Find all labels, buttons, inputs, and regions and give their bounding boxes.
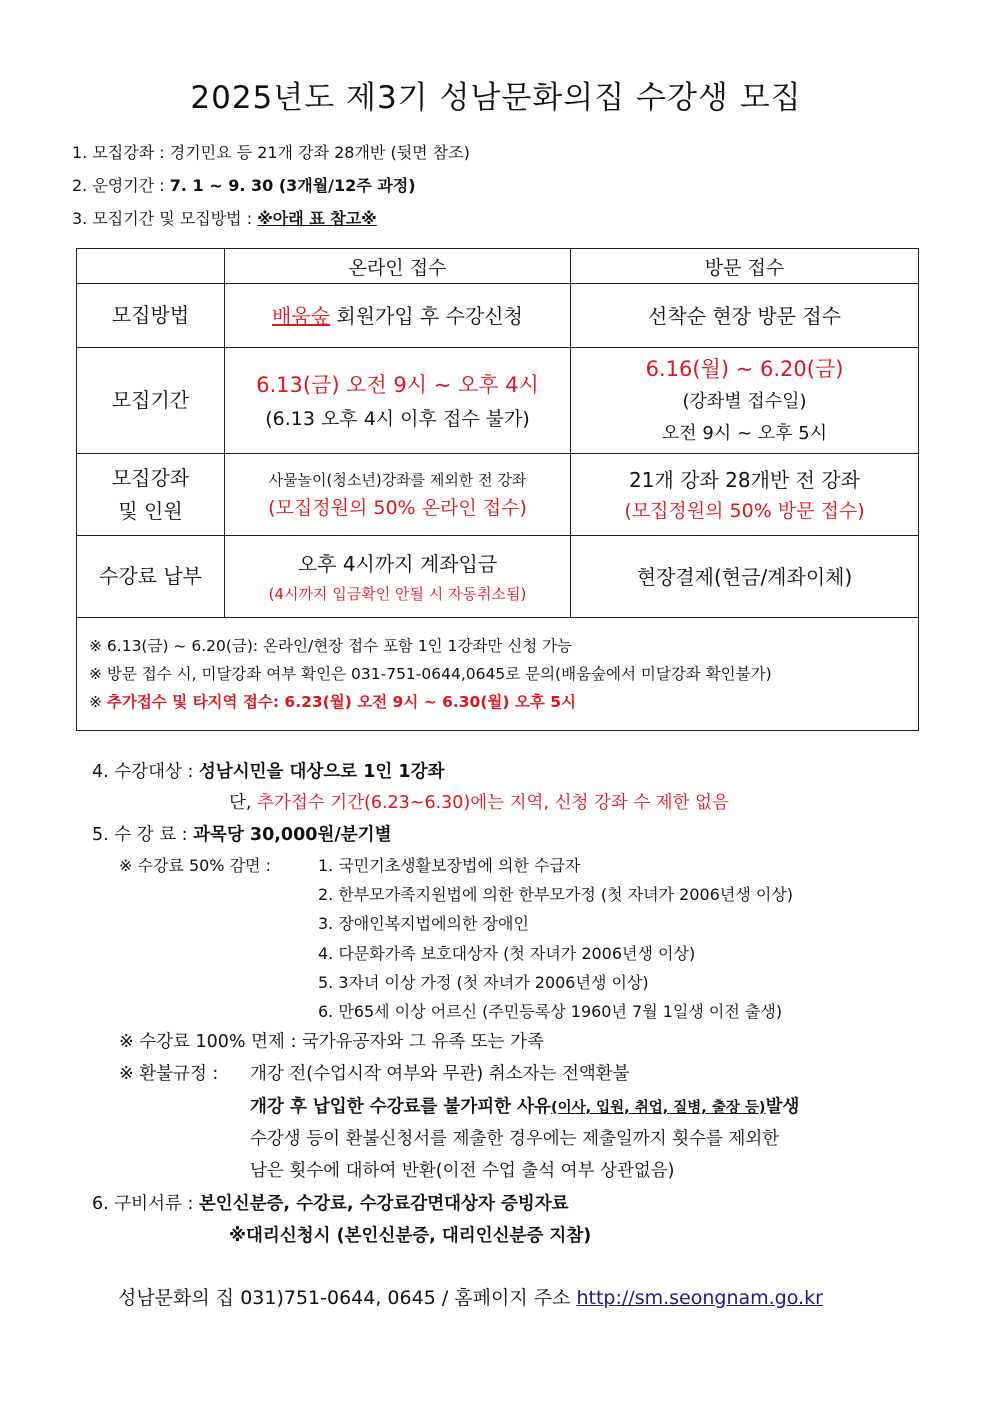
corner-cell — [77, 249, 225, 284]
refund-line-1: 개강 전(수업시작 여부와 무관) 취소자는 전액환불 — [250, 1064, 630, 1084]
refund-label: ※ 환불규정 : — [119, 1064, 219, 1084]
section4-note-text: 추가접수 기간(6.23~6.30)에는 지역, 신청 강좌 수 제한 없음 — [257, 793, 729, 813]
courses-online — [225, 454, 571, 536]
section5-line — [92, 821, 391, 846]
fee-online-deadline: 오후 4시까지 계좌입금 — [297, 551, 498, 576]
note-3-mark: ※ — [89, 693, 107, 711]
intro-item-2 — [72, 173, 416, 196]
section4-line — [92, 758, 444, 783]
period-online-note: (6.13 오후 4시 이후 접수 불가) — [265, 407, 530, 430]
section6-line — [92, 1190, 569, 1215]
refund-line-2a: 개강 후 납입한 수강료를 불가피한 사유 — [250, 1097, 551, 1117]
section4-label: 4. 수강대상 : — [92, 762, 199, 782]
courses-online-quota: (모집정원의 50% 온라인 접수) — [268, 496, 527, 519]
footer-contact: 성남문화의 집 031)751-0644, 0645 / 홈페이지 주소 — [118, 1287, 577, 1309]
header-online: 온라인 접수 — [225, 249, 571, 284]
note-3 — [89, 688, 918, 716]
row-label-fee: 수강료 납부 — [77, 536, 225, 618]
see-table-note: ※아래 표 참고※ — [257, 209, 377, 228]
header-visit: 방문 접수 — [571, 249, 919, 284]
intro-item-1: 1. 모집강좌 : 경기민요 등 21개 강좌 28개반 (뒷면 참조) — [72, 143, 470, 162]
section5-label: 5. 수 강 료 : — [92, 825, 194, 845]
recruitment-table — [76, 248, 919, 731]
footer — [118, 1283, 823, 1310]
table-notes-row — [77, 618, 919, 731]
intro-item-3-label: 3. 모집기간 및 모집방법 : — [72, 209, 258, 228]
intro-item-3 — [72, 206, 377, 229]
note-2: ※ 방문 접수 시, 미달강좌 여부 확인은 031-751-0644,0645로 문의(배움숲에서 미달강좌 확인불가) — [89, 665, 772, 683]
row-label-method: 모집방법 — [77, 284, 225, 348]
courses-visit — [571, 454, 919, 536]
row-label-courses-1: 모집강좌 — [111, 465, 190, 490]
baeumsup-link[interactable]: 배움숲 — [272, 303, 330, 328]
discount-item-5: 5. 3자녀 이상 가정 (첫 자녀가 2006년생 이상) — [318, 973, 649, 992]
fee-online — [225, 536, 571, 618]
courses-visit-scope: 21개 강좌 28개반 전 강좌 — [629, 467, 860, 492]
table-row-courses — [77, 454, 919, 536]
refund-reasons: (이사, 입원, 취업, 질병, 출장 등) — [550, 1100, 766, 1116]
method-online — [225, 284, 571, 348]
refund-line-2c: 발생 — [765, 1097, 800, 1117]
row-label-courses-2: 및 인원 — [118, 498, 183, 523]
period-visit-dates: 6.16(월) ~ 6.20(금) — [645, 356, 844, 381]
method-visit: 선착순 현장 방문 접수 — [571, 284, 919, 348]
discount-item-1: 1. 국민기초생활보장법에 의한 수급자 — [318, 856, 581, 875]
table-header-row — [77, 249, 919, 284]
table-row-period — [77, 348, 919, 454]
fee-visit: 현장결제(현금/계좌이체) — [571, 536, 919, 618]
section6-label: 6. 구비서류 : — [92, 1194, 199, 1214]
table-row-fee — [77, 536, 919, 618]
period-online-time: 6.13(금) 오전 9시 ~ 오후 4시 — [256, 372, 539, 397]
note-1: ※ 6.13(금) ~ 6.20(금): 온라인/현장 접수 포함 1인 1강좌만 신청 가능 — [89, 637, 573, 655]
period-visit — [571, 348, 919, 454]
fee-exemption: ※ 수강료 100% 면제 : 국가유공자와 그 유족 또는 가족 — [119, 1032, 544, 1052]
period-visit-note: (강좌별 접수일) — [682, 390, 807, 412]
section5-value: 과목당 30,000원/분기별 — [193, 825, 392, 845]
section4-note — [229, 789, 729, 814]
table-notes — [77, 618, 919, 731]
period-visit-hours: 오전 9시 ~ 오후 5시 — [661, 422, 828, 444]
courses-online-scope: 사물놀이(청소년)강좌를 제외한 전 강좌 — [268, 470, 527, 489]
row-label-period: 모집기간 — [77, 348, 225, 454]
table-row-method — [77, 284, 919, 348]
section4-note-prefix: 단, — [229, 793, 258, 813]
section6-note: ※대리신청시 (본인신분증, 대리인신분증 지참) — [229, 1226, 592, 1246]
discount-item-3: 3. 장애인복지법에의한 장애인 — [318, 914, 529, 933]
refund-line-3: 수강생 등이 환불신청서를 제출한 경우에는 제출일까지 횟수를 제외한 — [250, 1129, 780, 1149]
section6-value: 본인신분증, 수강료, 수강료감면대상자 증빙자료 — [198, 1194, 569, 1214]
discount-label: ※ 수강료 50% 감면 : — [119, 856, 271, 875]
method-online-text: 회원가입 후 수강신청 — [330, 303, 523, 328]
row-label-courses — [77, 454, 225, 536]
section4-value: 성남시민을 대상으로 1인 1강좌 — [198, 762, 445, 782]
fee-online-note: (4시까지 입금확인 안될 시 자동취소됨) — [268, 584, 527, 603]
discount-item-6: 6. 만65세 이상 어르신 (주민등록상 1960년 7월 1일생 이전 출생) — [318, 1002, 783, 1021]
period-online — [225, 348, 571, 454]
refund-line-4: 남은 횟수에 대하여 반환(이전 수업 출석 여부 상관없음) — [250, 1161, 675, 1181]
homepage-link[interactable]: http://sm.seongnam.go.kr — [576, 1287, 823, 1309]
intro-item-2-label: 2. 운영기간 : — [72, 176, 170, 195]
discount-item-4: 4. 다문화가족 보호대상자 (첫 자녀가 2006년생 이상) — [318, 944, 696, 963]
note-3-text: 추가접수 및 타지역 접수: 6.23(월) 오전 9시 ~ 6.30(월) 오후 5시 — [106, 693, 576, 711]
page-title: 2025년도 제3기 성남문화의집 수강생 모집 — [190, 80, 802, 116]
discount-item-2: 2. 한부모가족지원법에 의한 한부모가정 (첫 자녀가 2006년생 이상) — [318, 885, 794, 904]
refund-line-2 — [250, 1093, 799, 1118]
courses-visit-quota: (모집정원의 50% 방문 접수) — [624, 499, 865, 522]
operation-period: 7. 1 ~ 9. 30 (3개월/12주 과정) — [169, 176, 416, 195]
